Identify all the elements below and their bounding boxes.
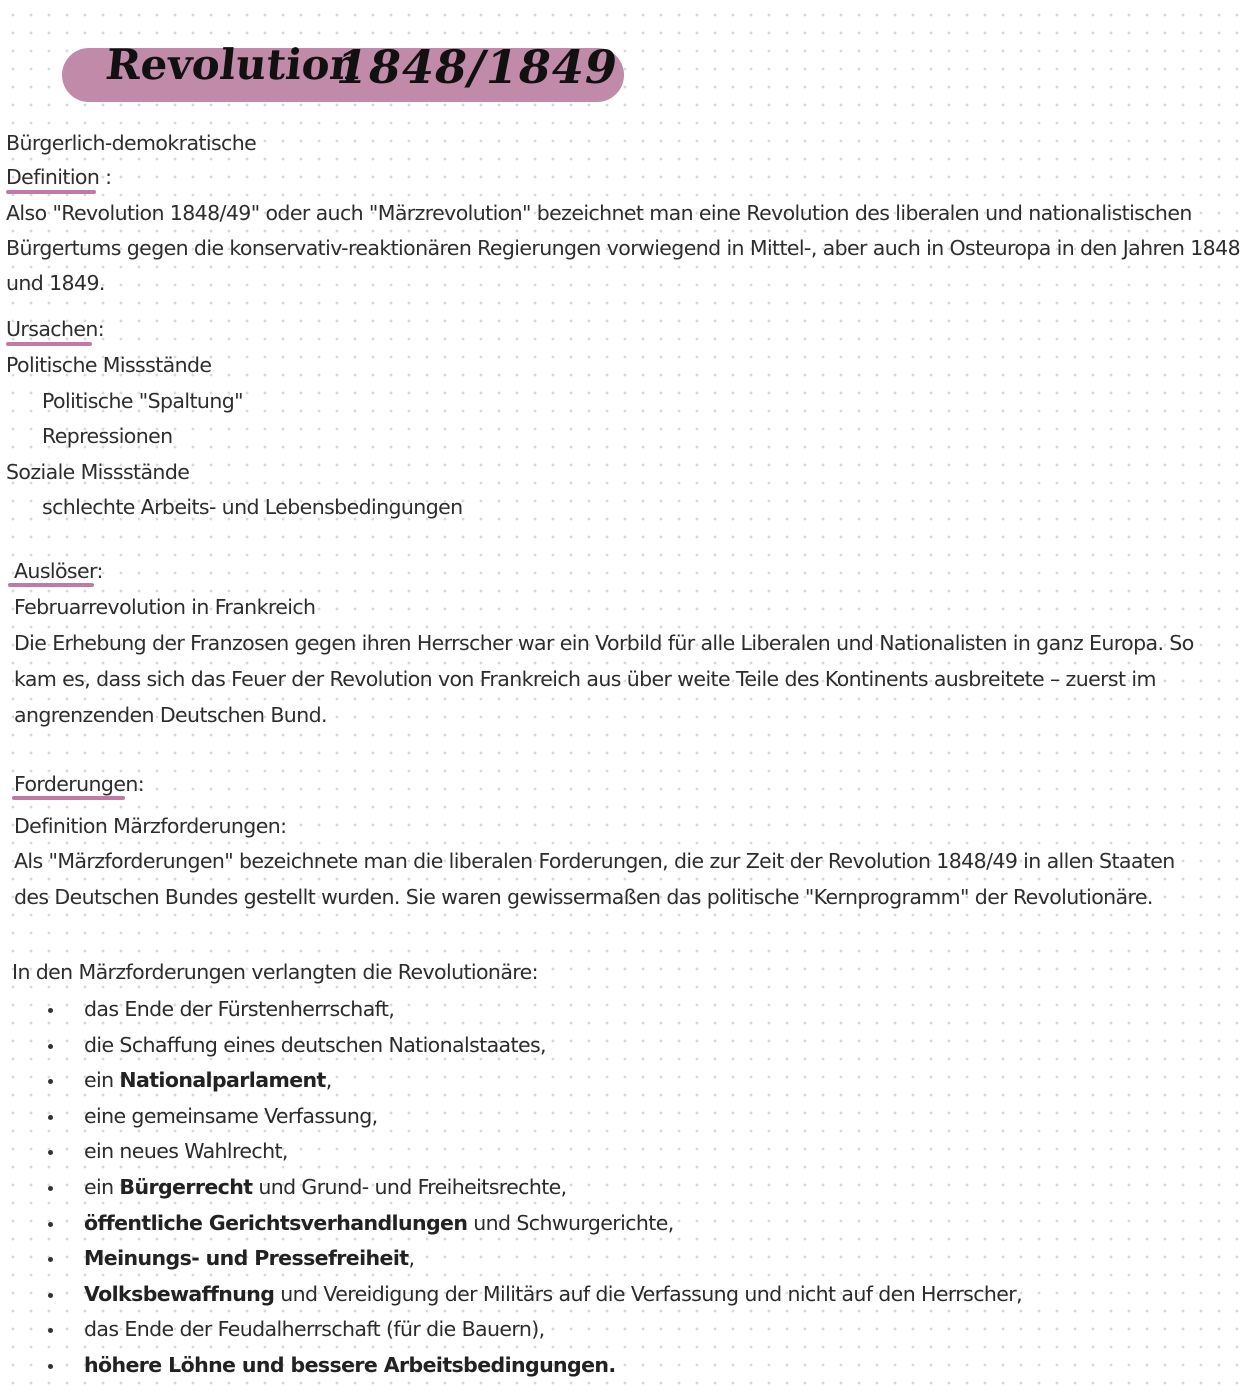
ausloeser-line: angrenzenden Deutschen Bund. <box>14 703 327 727</box>
list-item: die Schaffung eines deutschen Nationalstaates, <box>44 1028 1022 1064</box>
bullet-icon <box>48 1115 53 1120</box>
forderungen-line: des Deutschen Bundes gestellt wurden. Sie waren gewissermaßen das politische "Kernprogramm" der Revolutionäre. <box>14 885 1153 909</box>
forderungen-underline <box>12 796 125 800</box>
list-item: öffentliche Gerichtsverhandlungen und Schwurgerichte, <box>44 1206 1022 1242</box>
definition-line: Also "Revolution 1848/49" oder auch "Märzrevolution" bezeichnet man eine Revolution des liberalen und nationalistischen <box>6 201 1192 225</box>
bullet-icon <box>48 1079 53 1084</box>
bullet-icon <box>48 1364 53 1369</box>
ursachen-item: schlechte Arbeits- und Lebensbedingungen <box>42 495 463 519</box>
ursachen-underline <box>6 342 92 346</box>
page-title-year: 1848/1849 <box>336 40 618 94</box>
subtitle: Bürgerlich-demokratische <box>6 131 257 155</box>
list-item: das Ende der Fürstenherrschaft, <box>44 992 1022 1028</box>
ursachen-item: Soziale Missstände <box>6 460 190 484</box>
page-title: Revolution <box>103 40 364 89</box>
bullet-icon <box>48 1257 53 1262</box>
ursachen-item: Repressionen <box>42 424 173 448</box>
definition-line: und 1849. <box>6 271 105 295</box>
bullet-icon <box>48 1328 53 1333</box>
list-item: ein neues Wahlrecht, <box>44 1134 1022 1170</box>
bullet-icon <box>48 1150 53 1155</box>
ausloeser-underline <box>8 583 94 587</box>
list-item: das Ende der Feudalherrschaft (für die Bauern), <box>44 1312 1022 1348</box>
bullet-icon <box>48 1222 53 1227</box>
bullet-icon <box>48 1293 53 1298</box>
bullet-icon <box>48 1186 53 1191</box>
ursachen-heading: Ursachen: <box>6 317 105 341</box>
forderungen-line: Als "Märzforderungen" bezeichnete man die liberalen Forderungen, die zur Zeit der Revolution 1848/49 in allen Staaten <box>14 849 1175 873</box>
ausloeser-heading: Auslöser: <box>14 559 103 583</box>
definition-heading: Definition : <box>6 165 112 189</box>
forderungen-sub: Definition Märzforderungen: <box>14 814 287 838</box>
ausloeser-line: kam es, dass sich das Feuer der Revolution von Frankreich aus über weite Teile des Kontinents ausbreitete – zuerst im <box>14 667 1156 691</box>
list-item: eine gemeinsame Verfassung, <box>44 1099 1022 1135</box>
ausloeser-line: Die Erhebung der Franzosen gegen ihren Herrscher war ein Vorbild für alle Liberalen und Nationalisten in ganz Europa. So <box>14 631 1194 655</box>
ursachen-item: Politische Missstände <box>6 353 212 377</box>
forderungen-list <box>44 992 1022 1384</box>
forderungen-heading: Forderungen: <box>14 772 145 796</box>
list-item: ein Nationalparlament, <box>44 1063 1022 1099</box>
list-item: Meinungs- und Pressefreiheit, <box>44 1241 1022 1277</box>
list-item: höhere Löhne und bessere Arbeitsbedingungen. <box>44 1348 1022 1384</box>
definition-line: Bürgertums gegen die konservativ-reaktionären Regierungen vorwiegend in Mittel-, aber auch in Osteuropa in den Jahren 1848 <box>6 236 1240 260</box>
bullet-icon <box>48 1008 53 1013</box>
bullet-icon <box>48 1044 53 1049</box>
ausloeser-sub: Februarrevolution in Frankreich <box>14 595 316 619</box>
list-item: ein Bürgerrecht und Grund- und Freiheitsrechte, <box>44 1170 1022 1206</box>
list-item: Volksbewaffnung und Vereidigung der Militärs auf die Verfassung und nicht auf den Herrscher, <box>44 1277 1022 1313</box>
ursachen-item: Politische "Spaltung" <box>42 389 243 413</box>
definition-underline <box>6 190 96 194</box>
forderungen-intro: In den Märzforderungen verlangten die Revolutionäre: <box>12 960 538 984</box>
